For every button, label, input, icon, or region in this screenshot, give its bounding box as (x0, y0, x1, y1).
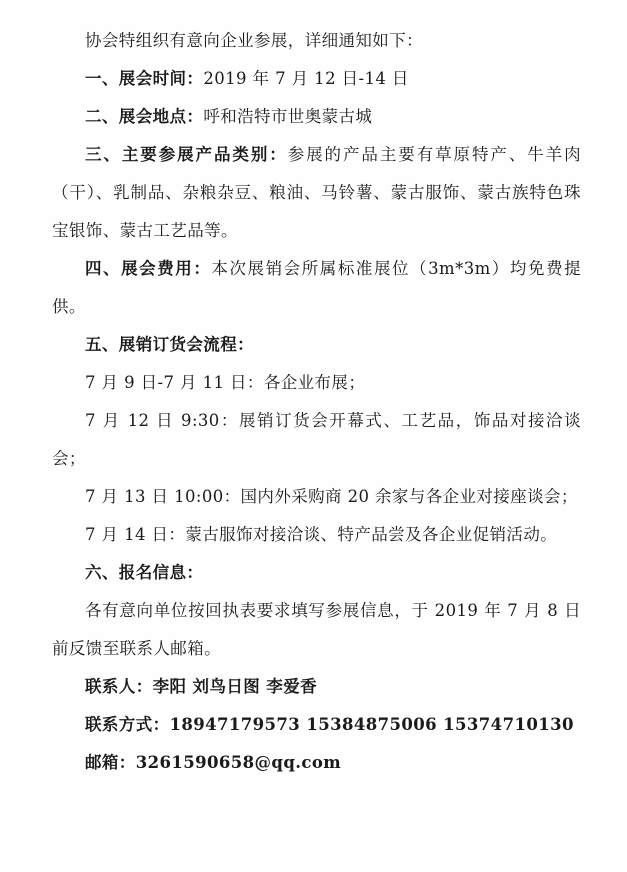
contact-people-value: 李阳 刘鸟日图 李爱香 (152, 677, 317, 696)
section-6-heading: 六、报名信息： (85, 563, 204, 582)
schedule-item-4: 7 月 14 日：蒙古服饰对接洽谈、特产品尝及各企业促销活动。 (85, 525, 558, 544)
section-2-body: 呼和浩特市世奥蒙古城 (203, 107, 373, 126)
contact-email-value: 3261590658@qq.com (135, 753, 342, 772)
section-3-heading: 三、主要参展产品类别： (85, 145, 288, 164)
section-1-paragraph (52, 60, 581, 98)
contact-people-label: 联系人： (85, 677, 153, 696)
contact-phone-value: 18947179573 15384875006 15374710130 (169, 715, 574, 734)
section-4-body: 本次展销会所属标准展位（3m*3m）均免费提供。 (52, 259, 581, 316)
contact-email-line (52, 744, 581, 782)
intro-paragraph: 协会特组织有意向企业参展，详细通知如下： (85, 31, 423, 50)
section-4-heading: 四、展会费用： (85, 259, 212, 278)
schedule-item-1: 7 月 9 日-7 月 11 日：各企业布展； (85, 373, 366, 392)
section-5-heading: 五、展销订货会流程： (85, 335, 254, 354)
section-5-paragraph (52, 326, 581, 364)
section-4-paragraph (52, 250, 581, 326)
section-1-body: 2019 年 7 月 12 日-14 日 (203, 69, 409, 88)
contact-people-line (52, 668, 581, 706)
section-2-heading: 二、展会地点： (85, 107, 204, 126)
schedule-item-3: 7 月 13 日 10:00：国内外采购商 20 余家与各企业对接座谈会； (85, 487, 578, 506)
contact-email-label: 邮箱： (85, 753, 136, 772)
section-3-paragraph (52, 136, 581, 250)
contact-phone-line (52, 706, 581, 744)
section-1-heading: 一、展会时间： (85, 69, 204, 88)
section-2-paragraph (52, 98, 581, 136)
contact-phone-label: 联系方式： (85, 715, 170, 734)
section-3-body: 参展的产品主要有草原特产、牛羊肉（干）、乳制品、杂粮杂豆、粮油、马铃薯、蒙古服饰、蒙古族特色珠宝银饰、蒙古工艺品等。 (52, 145, 581, 240)
schedule-item-2: 7 月 12 日 9:30：展销订货会开幕式、工艺品，饰品对接洽谈会； (52, 411, 581, 468)
section-6-body: 各有意向单位按回执表要求填写参展信息，于 2019 年 7 月 8 日前反馈至联系人邮箱。 (52, 601, 581, 658)
